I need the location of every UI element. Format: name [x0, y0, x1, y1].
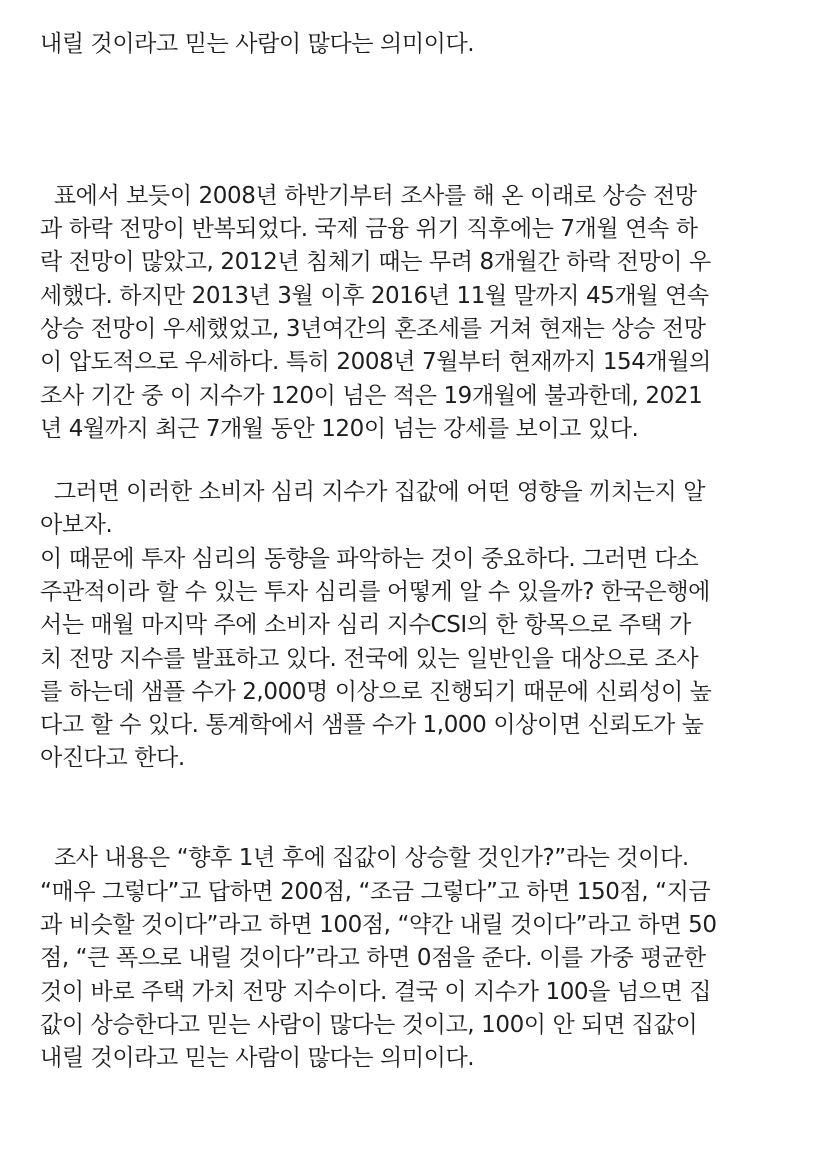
text-line: “매우 그렇다”고 답하면 200점, “조금 그렇다”고 하면 150점, “지금 — [40, 879, 711, 905]
text-line: 과 하락 전망이 반복되었다. 국제 금융 위기 직후에는 7개월 연속 하 — [40, 216, 698, 242]
text-line: 아진다고 한다. — [40, 745, 185, 771]
text-line: 것이 바로 주택 가치 전망 지수이다. 결국 이 지수가 100을 넘으면 집 — [40, 979, 712, 1005]
text-line: 표에서 보듯이 2008년 하반기부터 조사를 해 온 이래로 상승 전망 — [40, 183, 697, 209]
text-line: 조사 기간 중 이 지수가 120이 넘은 적은 19개월에 불과한데, 2021 — [40, 383, 703, 409]
text-line: 치 전망 지수를 발표하고 있다. 전국에 있는 일반인을 대상으로 조사 — [40, 646, 699, 672]
text-line: 아보자. — [40, 512, 113, 538]
text-line: 세했다. 하지만 2013년 3월 이후 2016년 11월 말까지 45개월 연속 — [40, 283, 709, 309]
text-line: 다고 할 수 있다. 통계학에서 샘플 수가 1,000 이상이면 신뢰도가 높 — [40, 712, 704, 738]
text-line: 내릴 것이라고 믿는 사람이 많다는 의미이다. — [40, 1045, 475, 1071]
text-line: 를 하는데 샘플 수가 2,000명 이상으로 진행되기 때문에 신뢰성이 높 — [40, 679, 712, 705]
text-line: 이 때문에 투자 심리의 동향을 파악하는 것이 중요하다. 그러면 다소 — [40, 546, 699, 572]
text-line: 그러면 이러한 소비자 심리 지수가 집값에 어떤 영향을 끼치는지 알 — [40, 479, 706, 505]
text-line: 상승 전망이 우세했었고, 3년여간의 혼조세를 거쳐 현재는 상승 전망 — [40, 316, 706, 342]
text-line: 조사 내용은 “향후 1년 후에 집값이 상승할 것인가?”라는 것이다. — [40, 845, 689, 871]
text-line: 주관적이라 할 수 있는 투자 심리를 어떻게 알 수 있을까? 한국은행에 — [40, 579, 711, 605]
text-line: 이 압도적으로 우세하다. 특히 2008년 7월부터 현재까지 154개월의 — [40, 349, 711, 375]
text-line: 값이 상승한다고 믿는 사람이 많다는 것이고, 100이 안 되면 집값이 — [40, 1012, 698, 1038]
text-line: 년 4월까지 최근 7개월 동안 120이 넘는 강세를 보이고 있다. — [40, 416, 639, 442]
text-line: 점, “큰 폭으로 내릴 것이다”라고 하면 0점을 준다. 이를 가중 평균한 — [40, 945, 706, 971]
text-line: 락 전망이 많았고, 2012년 침체기 때는 무려 8개월간 하락 전망이 우 — [40, 249, 711, 275]
text-line: 과 비슷할 것이다”라고 하면 100점, “약간 내릴 것이다”라고 하면 50 — [40, 912, 717, 938]
top-fragment-line: 내릴 것이라고 믿는 사람이 많다는 의미이다. — [40, 31, 475, 57]
text-line: 서는 매월 마지막 주에 소비자 심리 지수CSI의 한 항목으로 주택 가 — [40, 612, 691, 638]
